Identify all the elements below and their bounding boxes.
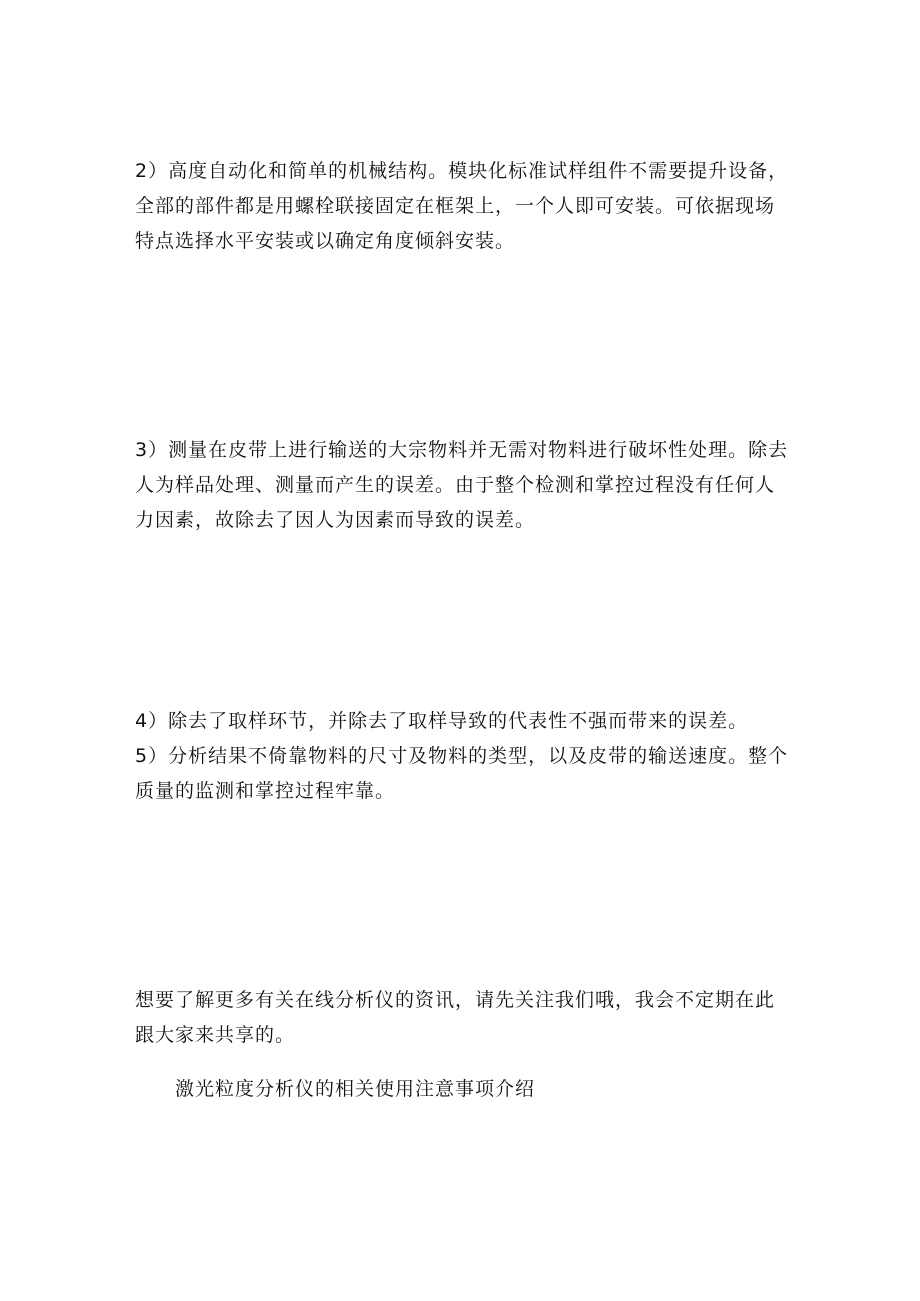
paragraph-item-2	[135, 154, 795, 259]
paragraph-items-4-5	[135, 704, 795, 809]
paragraph-line: 力因素，故除去了因人为因素而导致的误差。	[135, 509, 536, 531]
paragraph-line: 2）高度自动化和简单的机械结构。模块化标准试样组件不需要提升设备，	[135, 160, 789, 182]
paragraph-line: 3）测量在皮带上进行输送的大宗物料并无需对物料进行破坏性处理。除去	[135, 439, 789, 461]
related-article-title[interactable]: 激光粒度分析仪的相关使用注意事项介绍	[175, 1078, 536, 1100]
closing-paragraph	[135, 983, 795, 1053]
paragraph-line: 人为样品处理、测量而产生的误差。由于整个检测和掌控过程没有任何人	[135, 474, 776, 496]
paragraph-line: 5）分析结果不倚靠物料的尺寸及物料的类型，以及皮带的输送速度。整个	[135, 745, 789, 767]
paragraph-line: 特点选择水平安装或以确定角度倾斜安装。	[135, 230, 516, 252]
paragraph-line: 跟大家来共享的。	[135, 1024, 296, 1046]
paragraph-line: 质量的监测和掌控过程牢靠。	[135, 780, 396, 802]
paragraph-line: 4）除去了取样环节，并除去了取样导致的代表性不强而带来的误差。	[135, 710, 749, 732]
paragraph-item-3	[135, 433, 795, 538]
paragraph-line: 全部的部件都是用螺栓联接固定在框架上，一个人即可安装。可依据现场	[135, 195, 776, 217]
paragraph-line: 想要了解更多有关在线分析仪的资讯，请先关注我们哦，我会不定期在此	[135, 989, 776, 1011]
